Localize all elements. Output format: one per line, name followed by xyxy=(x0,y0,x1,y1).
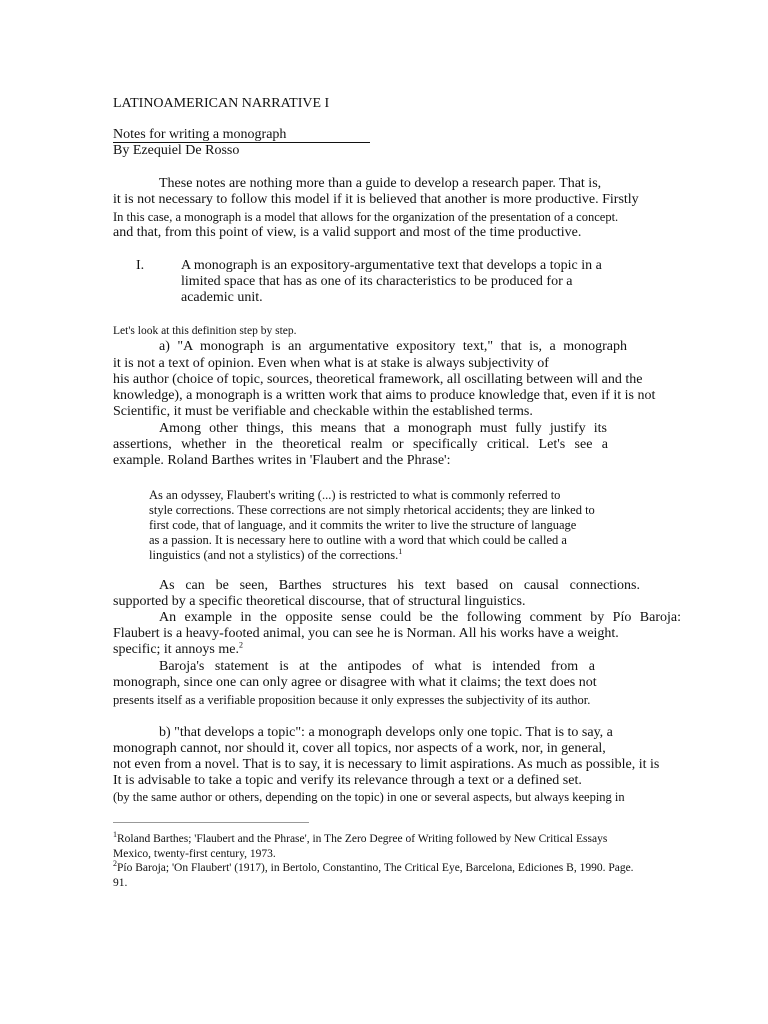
part-b-line: (by the same author or others, depending on the topic) in one or several aspects, but always keeping in xyxy=(113,790,625,804)
footnote-divider xyxy=(113,822,309,823)
quote-line: style corrections. These corrections are not simply rhetorical accidents; they are linked to xyxy=(149,503,595,517)
footnote-2 xyxy=(113,861,634,875)
document-title: LATINOAMERICAN NARRATIVE I xyxy=(113,96,330,111)
document-subtitle xyxy=(113,127,370,143)
analysis-text: specific; it annoys me. xyxy=(113,642,239,657)
quote-line xyxy=(149,547,402,563)
intro-line: In this case, a monograph is a model that allows for the organization of the presentation of a concept. xyxy=(113,210,619,224)
document-author: By Ezequiel De Rosso xyxy=(113,143,240,158)
part-a-line: example. Roland Barthes writes in 'Flaubert and the Phrase': xyxy=(113,453,451,468)
footnote-text: Pío Baroja; 'On Flaubert' (1917), in Bertolo, Constantino, The Critical Eye, Barcelona, Ediciones B, 1990. Page. xyxy=(117,862,634,874)
baroja-line: presents itself as a verifiable proposition because it only expresses the subjectivity of its author. xyxy=(113,693,591,707)
intro-line: and that, from this point of view, is a valid support and most of the time productive. xyxy=(113,225,582,240)
baroja-line: monograph, since one can only agree or disagree with what it claims; the text does not xyxy=(113,675,597,690)
part-a-line: his author (choice of topic, sources, theoretical framework, all oscillating between will and the xyxy=(113,372,643,387)
part-a-line: assertions, whether in the theoretical realm or specifically critical. Let's see a xyxy=(113,437,608,452)
footnote-mark: 1 xyxy=(113,830,117,840)
footnote-ref: 1 xyxy=(398,546,403,556)
quote-line: As an odyssey, Flaubert's writing (...) is restricted to what is commonly referred to xyxy=(149,488,561,502)
part-a-line: a) "A monograph is an argumentative expository text," that is, a monograph xyxy=(159,339,627,354)
footnote-mark: 2 xyxy=(113,859,117,869)
part-b-line: not even from a novel. That is to say, it is necessary to limit aspirations. As much as possible, it is xyxy=(113,757,660,772)
step-intro: Let's look at this definition step by step. xyxy=(113,325,297,337)
definition-line: academic unit. xyxy=(181,290,263,305)
part-a-line: Among other things, this means that a monograph must fully justify its xyxy=(159,421,607,436)
footnote-1-cont: Mexico, twenty-first century, 1973. xyxy=(113,848,276,860)
footnote-1 xyxy=(113,832,607,846)
footnote-2-cont: 91. xyxy=(113,877,128,889)
part-a-line: knowledge), a monograph is a written work that aims to produce knowledge that, even if it is not xyxy=(113,388,656,403)
analysis-line: An example in the opposite sense could be the following comment by Pío Baroja: xyxy=(159,610,681,625)
part-b-line: monograph cannot, nor should it, cover all topics, nor aspects of a work, nor, in general, xyxy=(113,741,606,756)
analysis-line xyxy=(113,642,243,658)
part-a-line: it is not a text of opinion. Even when what is at stake is always subjectivity of xyxy=(113,356,549,371)
analysis-line: Flaubert is a heavy-footed animal, you can see he is Norman. All his works have a weight. xyxy=(113,626,619,641)
quote-text: linguistics (and not a stylistics) of the corrections. xyxy=(149,548,399,562)
quote-line: as a passion. It is necessary here to outline with a word that which could be called a xyxy=(149,533,567,547)
footnote-text: Roland Barthes; 'Flaubert and the Phrase', in The Zero Degree of Writing followed by New Critical Essays xyxy=(117,833,608,845)
quote-line: first code, that of language, and it commits the writer to live the structure of language xyxy=(149,518,577,532)
analysis-line: As can be seen, Barthes structures his text based on causal connections. xyxy=(159,578,640,593)
section-numeral: I. xyxy=(136,258,145,273)
part-a-line: Scientific, it must be verifiable and checkable within the established terms. xyxy=(113,404,533,419)
definition-line: limited space that has as one of its characteristics to be produced for a xyxy=(181,274,573,289)
part-b-line: b) "that develops a topic": a monograph develops only one topic. That is to say, a xyxy=(159,725,613,740)
intro-line: These notes are nothing more than a guide to develop a research paper. That is, xyxy=(159,176,602,191)
definition-line: A monograph is an expository-argumentative text that develops a topic in a xyxy=(181,258,602,273)
part-b-line: It is advisable to take a topic and verify its relevance through a text or a defined set. xyxy=(113,773,582,788)
baroja-line: Baroja's statement is at the antipodes of what is intended from a xyxy=(159,659,595,674)
intro-line: it is not necessary to follow this model if it is believed that another is more productive. Firstly xyxy=(113,192,639,207)
footnote-ref: 2 xyxy=(238,640,243,650)
subtitle-text: Notes for writing a monograph xyxy=(113,127,370,143)
analysis-line: supported by a specific theoretical discourse, that of structural linguistics. xyxy=(113,594,526,609)
